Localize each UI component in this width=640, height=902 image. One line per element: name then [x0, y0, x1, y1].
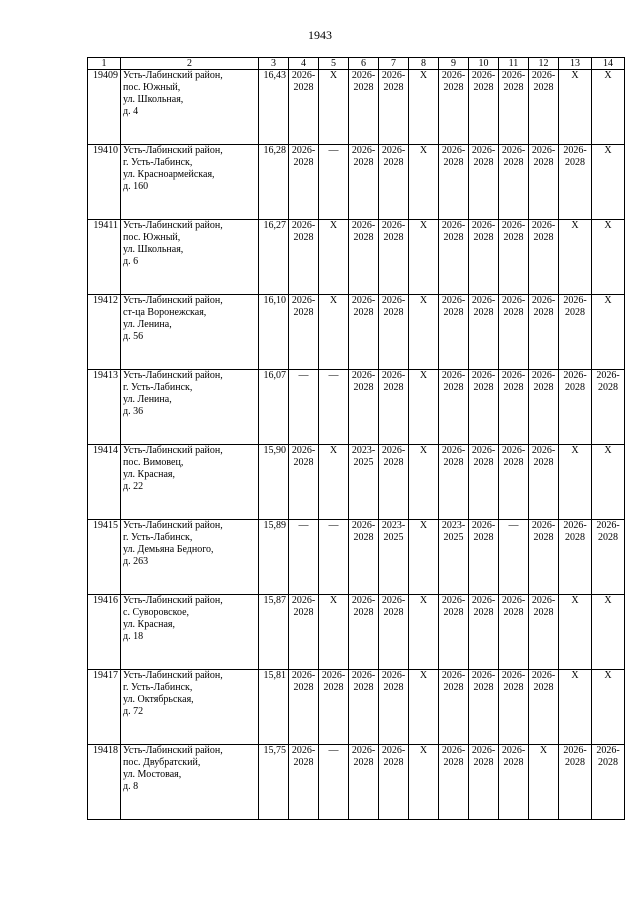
- period-cell: 2026- 2028: [499, 445, 529, 520]
- address-cell: Усть-Лабинский район, г. Усть-Лабинск, ул. Красноармейская, д. 160: [121, 145, 259, 220]
- column-header: 13: [559, 58, 592, 70]
- area-cell: 16,28: [259, 145, 289, 220]
- period-cell: 2026- 2028: [499, 220, 529, 295]
- period-cell: Х: [592, 295, 625, 370]
- period-cell: 2023- 2025: [379, 520, 409, 595]
- period-cell: 2026- 2028: [379, 445, 409, 520]
- period-cell: 2026- 2028: [499, 370, 529, 445]
- period-cell: 2026- 2028: [439, 220, 469, 295]
- period-cell: 2026- 2028: [349, 670, 379, 745]
- column-header: 5: [319, 58, 349, 70]
- period-cell: 2026- 2028: [469, 595, 499, 670]
- address-cell: Усть-Лабинский район, г. Усть-Лабинск, ул. Октябрьская, д. 72: [121, 670, 259, 745]
- table-row: [88, 370, 625, 445]
- area-cell: 15,75: [259, 745, 289, 820]
- period-cell: Х: [409, 220, 439, 295]
- period-cell: 2026- 2028: [289, 145, 319, 220]
- table-row: [88, 145, 625, 220]
- period-cell: Х: [319, 70, 349, 145]
- period-cell: 2026- 2028: [289, 220, 319, 295]
- period-cell: Х: [409, 445, 439, 520]
- period-cell: —: [319, 145, 349, 220]
- address-cell: Усть-Лабинский район, с. Суворовское, ул. Красная, д. 18: [121, 595, 259, 670]
- table-row: [88, 520, 625, 595]
- row-number: 19417: [88, 670, 121, 745]
- period-cell: 2026- 2028: [469, 745, 499, 820]
- period-cell: 2026- 2028: [379, 745, 409, 820]
- period-cell: 2026- 2028: [469, 520, 499, 595]
- period-cell: 2026- 2028: [289, 295, 319, 370]
- period-cell: 2026- 2028: [349, 745, 379, 820]
- period-cell: 2026- 2028: [499, 670, 529, 745]
- period-cell: 2023- 2025: [439, 520, 469, 595]
- column-header: 14: [592, 58, 625, 70]
- column-header: 1: [88, 58, 121, 70]
- period-cell: 2026- 2028: [469, 670, 499, 745]
- period-cell: 2026- 2028: [529, 370, 559, 445]
- period-cell: 2026- 2028: [592, 745, 625, 820]
- period-cell: Х: [319, 445, 349, 520]
- period-cell: 2026- 2028: [379, 295, 409, 370]
- row-number: 19412: [88, 295, 121, 370]
- period-cell: 2026- 2028: [559, 145, 592, 220]
- period-cell: 2026- 2028: [349, 145, 379, 220]
- period-cell: Х: [592, 145, 625, 220]
- period-cell: 2026- 2028: [289, 445, 319, 520]
- period-cell: Х: [409, 595, 439, 670]
- period-cell: Х: [409, 295, 439, 370]
- row-number: 19413: [88, 370, 121, 445]
- period-cell: 2026- 2028: [439, 745, 469, 820]
- period-cell: Х: [409, 520, 439, 595]
- period-cell: Х: [559, 220, 592, 295]
- column-header: 4: [289, 58, 319, 70]
- period-cell: 2026- 2028: [559, 295, 592, 370]
- period-cell: 2026- 2028: [469, 295, 499, 370]
- period-cell: 2026- 2028: [559, 520, 592, 595]
- period-cell: Х: [592, 220, 625, 295]
- period-cell: 2023- 2025: [349, 445, 379, 520]
- period-cell: 2026- 2028: [592, 520, 625, 595]
- row-number: 19415: [88, 520, 121, 595]
- address-cell: Усть-Лабинский район, пос. Двубратский, ул. Мостовая, д. 8: [121, 745, 259, 820]
- table-row: [88, 670, 625, 745]
- table-row: [88, 595, 625, 670]
- period-cell: Х: [529, 745, 559, 820]
- area-cell: 16,10: [259, 295, 289, 370]
- address-cell: Усть-Лабинский район, г. Усть-Лабинск, ул. Ленина, д. 36: [121, 370, 259, 445]
- period-cell: Х: [592, 445, 625, 520]
- period-cell: 2026- 2028: [469, 445, 499, 520]
- period-cell: 2026- 2028: [289, 595, 319, 670]
- address-cell: Усть-Лабинский район, пос. Южный, ул. Школьная, д. 4: [121, 70, 259, 145]
- column-header: 7: [379, 58, 409, 70]
- period-cell: —: [319, 370, 349, 445]
- period-cell: Х: [409, 670, 439, 745]
- period-cell: 2026- 2028: [439, 595, 469, 670]
- area-cell: 16,43: [259, 70, 289, 145]
- period-cell: Х: [409, 145, 439, 220]
- row-number: 19410: [88, 145, 121, 220]
- period-cell: 2026- 2028: [499, 145, 529, 220]
- period-cell: Х: [559, 70, 592, 145]
- table-row: [88, 70, 625, 145]
- area-cell: 15,89: [259, 520, 289, 595]
- period-cell: —: [499, 520, 529, 595]
- period-cell: 2026- 2028: [499, 595, 529, 670]
- table-row: [88, 745, 625, 820]
- period-cell: Х: [559, 445, 592, 520]
- period-cell: 2026- 2028: [439, 70, 469, 145]
- column-header: 2: [121, 58, 259, 70]
- period-cell: 2026- 2028: [499, 745, 529, 820]
- period-cell: —: [319, 520, 349, 595]
- period-cell: 2026- 2028: [379, 670, 409, 745]
- row-number: 19411: [88, 220, 121, 295]
- address-cell: Усть-Лабинский район, г. Усть-Лабинск, ул. Демьяна Бедного, д. 263: [121, 520, 259, 595]
- period-cell: Х: [592, 670, 625, 745]
- column-header: 6: [349, 58, 379, 70]
- period-cell: —: [289, 370, 319, 445]
- period-cell: Х: [409, 70, 439, 145]
- period-cell: 2026- 2028: [349, 370, 379, 445]
- period-cell: —: [289, 520, 319, 595]
- table-header-row: [88, 58, 625, 70]
- period-cell: 2026- 2028: [439, 370, 469, 445]
- period-cell: 2026- 2028: [439, 445, 469, 520]
- period-cell: 2026- 2028: [379, 70, 409, 145]
- period-cell: 2026- 2028: [379, 220, 409, 295]
- period-cell: 2026- 2028: [469, 70, 499, 145]
- area-cell: 16,27: [259, 220, 289, 295]
- address-cell: Усть-Лабинский район, пос. Вимовец, ул. Красная, д. 22: [121, 445, 259, 520]
- area-cell: 16,07: [259, 370, 289, 445]
- column-header: 3: [259, 58, 289, 70]
- period-cell: —: [319, 745, 349, 820]
- area-cell: 15,90: [259, 445, 289, 520]
- column-header: 10: [469, 58, 499, 70]
- period-cell: 2026- 2028: [289, 670, 319, 745]
- period-cell: 2026- 2028: [439, 145, 469, 220]
- table-row: [88, 445, 625, 520]
- period-cell: 2026- 2028: [469, 370, 499, 445]
- period-cell: Х: [319, 220, 349, 295]
- period-cell: 2026- 2028: [439, 670, 469, 745]
- area-cell: 15,81: [259, 670, 289, 745]
- period-cell: 2026- 2028: [379, 595, 409, 670]
- period-cell: 2026- 2028: [349, 520, 379, 595]
- period-cell: 2026- 2028: [529, 70, 559, 145]
- register-table: [87, 57, 625, 820]
- period-cell: 2026- 2028: [349, 220, 379, 295]
- period-cell: 2026- 2028: [499, 295, 529, 370]
- period-cell: Х: [592, 70, 625, 145]
- row-number: 19414: [88, 445, 121, 520]
- period-cell: 2026- 2028: [439, 295, 469, 370]
- column-header: 9: [439, 58, 469, 70]
- period-cell: 2026- 2028: [379, 145, 409, 220]
- column-header: 8: [409, 58, 439, 70]
- period-cell: 2026- 2028: [499, 70, 529, 145]
- period-cell: Х: [319, 595, 349, 670]
- period-cell: 2026- 2028: [349, 595, 379, 670]
- period-cell: 2026- 2028: [349, 70, 379, 145]
- period-cell: 2026- 2028: [529, 520, 559, 595]
- period-cell: 2026- 2028: [529, 220, 559, 295]
- column-header: 12: [529, 58, 559, 70]
- period-cell: 2026- 2028: [529, 295, 559, 370]
- row-number: 19416: [88, 595, 121, 670]
- period-cell: 2026- 2028: [529, 595, 559, 670]
- period-cell: Х: [559, 595, 592, 670]
- period-cell: Х: [409, 370, 439, 445]
- period-cell: 2026- 2028: [349, 295, 379, 370]
- period-cell: 2026- 2028: [529, 145, 559, 220]
- period-cell: 2026- 2028: [559, 370, 592, 445]
- period-cell: Х: [319, 295, 349, 370]
- page-number: 1943: [308, 28, 332, 42]
- period-cell: 2026- 2028: [529, 670, 559, 745]
- period-cell: Х: [592, 595, 625, 670]
- period-cell: 2026- 2028: [559, 745, 592, 820]
- area-cell: 15,87: [259, 595, 289, 670]
- period-cell: 2026- 2028: [592, 370, 625, 445]
- period-cell: 2026- 2028: [529, 445, 559, 520]
- period-cell: 2026- 2028: [379, 370, 409, 445]
- period-cell: 2026- 2028: [469, 220, 499, 295]
- row-number: 19418: [88, 745, 121, 820]
- table-row: [88, 220, 625, 295]
- address-cell: Усть-Лабинский район, ст-ца Воронежская, ул. Ленина, д. 56: [121, 295, 259, 370]
- period-cell: Х: [559, 670, 592, 745]
- column-header: 11: [499, 58, 529, 70]
- table-row: [88, 295, 625, 370]
- row-number: 19409: [88, 70, 121, 145]
- period-cell: Х: [409, 745, 439, 820]
- address-cell: Усть-Лабинский район, пос. Южный, ул. Школьная, д. 6: [121, 220, 259, 295]
- period-cell: 2026- 2028: [469, 145, 499, 220]
- period-cell: 2026- 2028: [319, 670, 349, 745]
- period-cell: 2026- 2028: [289, 745, 319, 820]
- period-cell: 2026- 2028: [289, 70, 319, 145]
